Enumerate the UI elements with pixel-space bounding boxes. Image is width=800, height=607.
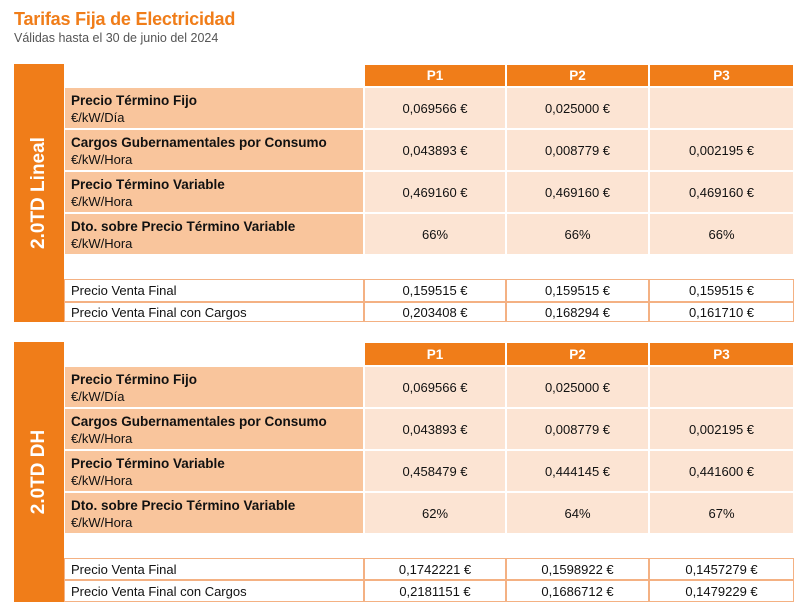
column-header-p3: P3 [649, 64, 794, 87]
header-spacer [64, 342, 364, 366]
row-label [64, 492, 364, 534]
value-cell [649, 87, 794, 129]
table-side-banner [14, 342, 64, 602]
value-cell: 0,025000 € [506, 87, 649, 129]
row-label-title: Precio Término Variable [71, 177, 225, 192]
value-cell: 0,458479 € [364, 450, 506, 492]
row-label [64, 87, 364, 129]
row-label-unit: €/kW/Hora [71, 431, 133, 446]
value-cell: 0,043893 € [364, 129, 506, 171]
value-cell: 0,025000 € [506, 366, 649, 408]
row-label-title: Cargos Gubernamentales por Consumo [71, 414, 327, 429]
final-price-cell: 0,1598922 € [506, 558, 649, 580]
value-cell: 0,441600 € [649, 450, 794, 492]
row-label [64, 450, 364, 492]
final-price-cell: 0,1457279 € [649, 558, 794, 580]
row-label [64, 366, 364, 408]
row-label-unit: €/kW/Día [71, 110, 125, 125]
value-cell: 0,043893 € [364, 408, 506, 450]
row-gap [64, 255, 794, 279]
header-spacer [64, 64, 364, 87]
value-cell: 64% [506, 492, 649, 534]
row-label [64, 213, 364, 255]
final-price-cell: 0,159515 € [649, 279, 794, 302]
final-price-cell: 0,2181151 € [364, 580, 506, 602]
row-label-unit: €/kW/Hora [71, 236, 133, 251]
value-cell: 0,002195 € [649, 408, 794, 450]
value-cell: 0,469160 € [649, 171, 794, 213]
final-price-cell: 0,1686712 € [506, 580, 649, 602]
row-label-unit: €/kW/Hora [71, 152, 133, 167]
final-price-label: Precio Venta Final [64, 558, 364, 580]
table-side-banner [14, 64, 64, 322]
value-cell: 0,444145 € [506, 450, 649, 492]
final-price-cell: 0,159515 € [364, 279, 506, 302]
column-header-p2: P2 [506, 64, 649, 87]
value-cell: 67% [649, 492, 794, 534]
value-cell: 0,469160 € [364, 171, 506, 213]
column-header-p1: P1 [364, 342, 506, 366]
row-label-title: Precio Término Fijo [71, 372, 198, 387]
value-cell: 0,069566 € [364, 366, 506, 408]
value-cell: 0,469160 € [506, 171, 649, 213]
tariff-table-lineal [14, 64, 794, 322]
column-header-p1: P1 [364, 64, 506, 87]
row-label-unit: €/kW/Hora [71, 473, 133, 488]
row-label [64, 408, 364, 450]
table-grid [64, 64, 794, 322]
row-label-title: Precio Término Fijo [71, 93, 198, 108]
column-header-p2: P2 [506, 342, 649, 366]
row-label-title: Precio Término Variable [71, 456, 225, 471]
row-label-unit: €/kW/Día [71, 389, 125, 404]
row-label-title: Dto. sobre Precio Término Variable [71, 219, 296, 234]
row-label-title: Cargos Gubernamentales por Consumo [71, 135, 327, 150]
row-label-unit: €/kW/Hora [71, 515, 133, 530]
row-label-unit: €/kW/Hora [71, 194, 133, 209]
table-name: 2.0TD Lineal [28, 137, 49, 249]
page-subtitle: Válidas hasta el 30 de junio del 2024 [14, 31, 219, 45]
page-title: Tarifas Fija de Electricidad [14, 9, 236, 29]
value-cell: 62% [364, 492, 506, 534]
column-header-p3: P3 [649, 342, 794, 366]
final-price-label: Precio Venta Final con Cargos [64, 580, 364, 602]
row-gap [64, 534, 794, 558]
final-price-cell: 0,1742221 € [364, 558, 506, 580]
final-price-label: Precio Venta Final con Cargos [64, 302, 364, 322]
row-label-title: Dto. sobre Precio Término Variable [71, 498, 296, 513]
row-label [64, 171, 364, 213]
final-price-cell: 0,203408 € [364, 302, 506, 322]
final-price-cell: 0,159515 € [506, 279, 649, 302]
value-cell: 66% [364, 213, 506, 255]
table-grid [64, 342, 794, 602]
table-name: 2.0TD DH [28, 429, 49, 515]
final-price-cell: 0,161710 € [649, 302, 794, 322]
tariff-table-dh [14, 342, 794, 602]
value-cell: 66% [649, 213, 794, 255]
value-cell [649, 366, 794, 408]
value-cell: 0,008779 € [506, 129, 649, 171]
value-cell: 0,069566 € [364, 87, 506, 129]
final-price-label: Precio Venta Final [64, 279, 364, 302]
final-price-cell: 0,1479229 € [649, 580, 794, 602]
row-label [64, 129, 364, 171]
value-cell: 0,008779 € [506, 408, 649, 450]
value-cell: 66% [506, 213, 649, 255]
value-cell: 0,002195 € [649, 129, 794, 171]
final-price-cell: 0,168294 € [506, 302, 649, 322]
